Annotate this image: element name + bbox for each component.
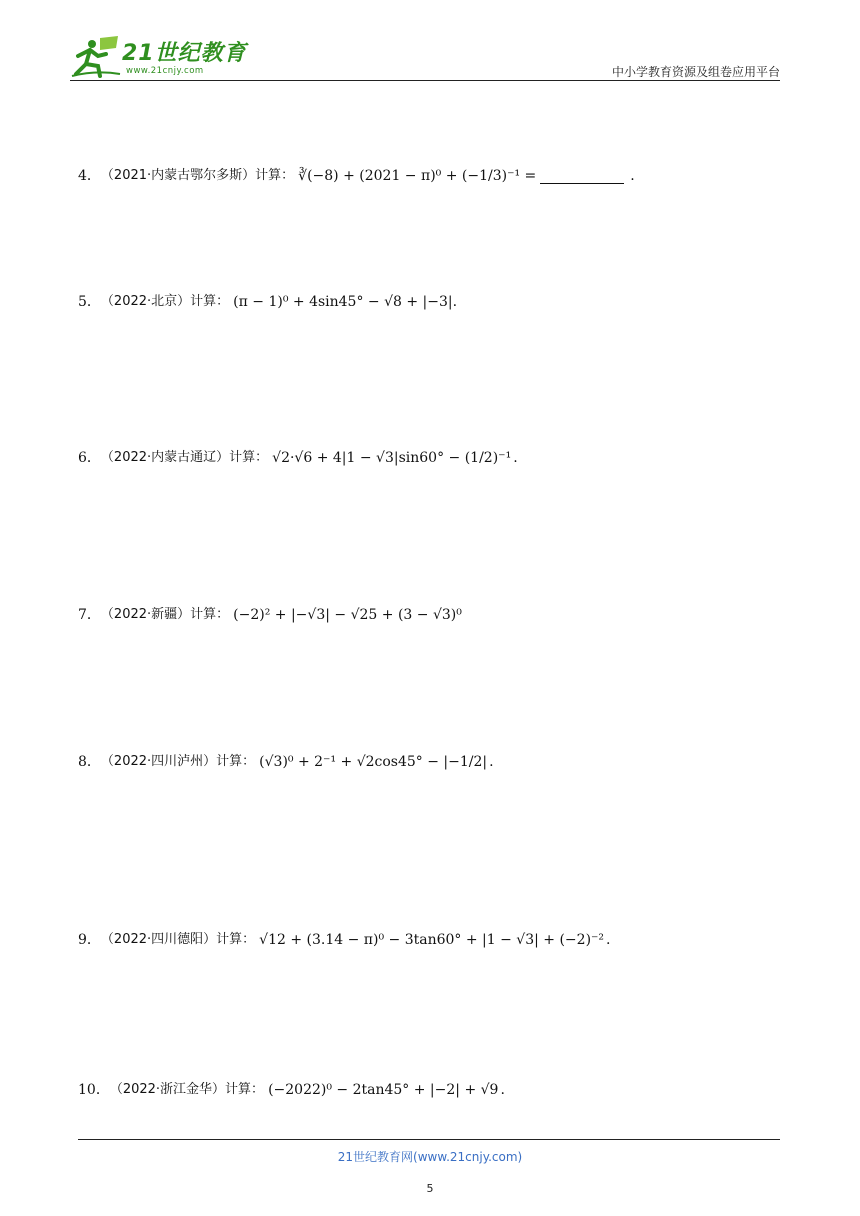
problem-expression: (√3)⁰ + 2⁻¹ + √2cos45° − |−1/2| [259, 754, 488, 770]
problem-label: 计算： [190, 294, 230, 309]
site-logo[interactable] [70, 30, 270, 82]
problem-expression: √2·√6 + 4|1 − √3|sin60° − (1/2)⁻¹ [272, 450, 512, 466]
problem-source: （2022·北京） [100, 294, 191, 309]
problem-label: 计算： [229, 450, 269, 465]
problem-5 [78, 292, 459, 312]
problem-number: 9． [78, 932, 101, 948]
problem-number: 7． [78, 607, 101, 623]
problem-8 [78, 752, 494, 772]
problem-expression: (π − 1)⁰ + 4sin45° − √8 + |−3|. [233, 294, 458, 310]
footer-link[interactable]: 21世纪教育网(www.21cnjy.com) [337, 1150, 523, 1164]
problem-label: 计算： [216, 932, 256, 947]
problem-number: 6． [78, 450, 101, 466]
logo-text: 21世纪教育 [122, 41, 247, 66]
problem-source: （2022·四川德阳） [100, 932, 217, 947]
problem-source: （2022·四川泸州） [100, 754, 217, 769]
problem-source: （2022·内蒙古通辽） [100, 450, 230, 465]
footer-divider [78, 1139, 780, 1140]
problem-label: 计算： [255, 168, 295, 183]
runner-logo-icon [70, 34, 122, 78]
problem-number: 5． [78, 294, 101, 310]
answer-blank[interactable] [540, 169, 624, 184]
problem-expression: (−2022)⁰ − 2tan45° + |−2| + √9 [268, 1082, 499, 1098]
problem-source: （2022·浙江金华） [109, 1082, 226, 1097]
problem-source: （2022·新疆） [100, 607, 191, 622]
problem-label: 计算： [190, 607, 230, 622]
problem-6 [78, 448, 518, 468]
problem-expression: √12 + (3.14 − π)⁰ − 3tan60° + |1 − √3| + (−2)⁻² [259, 932, 605, 948]
problem-tail: . [606, 932, 611, 948]
problem-9 [78, 930, 610, 950]
problem-tail: . [500, 1082, 505, 1098]
problem-expression: (−2)² + |−√3| − √25 + (3 − √3)⁰ [233, 607, 462, 623]
problem-4 [78, 166, 635, 186]
platform-name: 中小学教育资源及组卷应用平台 [611, 65, 780, 79]
problem-source: （2021·内蒙古鄂尔多斯） [100, 168, 256, 183]
problem-10 [78, 1080, 505, 1100]
problem-number: 8． [78, 754, 101, 770]
problem-tail: . [489, 754, 494, 770]
problem-label: 计算： [216, 754, 256, 769]
problem-expression: ∛(−8) + (2021 − π)⁰ + (−1/3)⁻¹ = [298, 168, 537, 184]
header-divider [70, 80, 780, 81]
page-header [70, 30, 780, 82]
problem-tail: . [513, 450, 518, 466]
page-number: 5 [426, 1182, 434, 1195]
problem-7 [78, 605, 464, 625]
problem-number: 10． [78, 1082, 110, 1098]
problem-label: 计算： [225, 1082, 265, 1097]
problem-tail: . [630, 168, 635, 184]
problem-number: 4． [78, 168, 101, 184]
logo-url: www.21cnjy.com [126, 66, 204, 76]
